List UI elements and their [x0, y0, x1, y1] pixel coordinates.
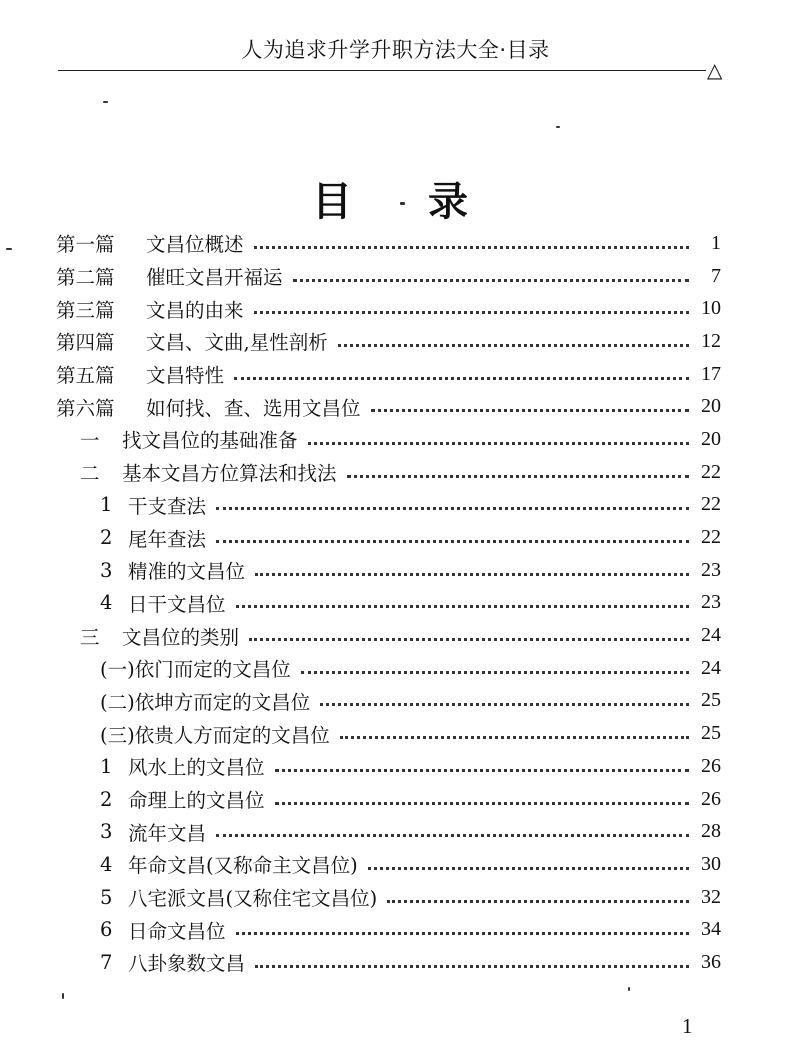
scan-speck [6, 248, 12, 250]
toc-page-number: 26 [701, 787, 721, 810]
toc-entry-label [100, 785, 265, 813]
toc-part-label: 第六篇 [56, 396, 115, 420]
dot-leader [347, 475, 689, 478]
toc-page-number: 24 [701, 656, 721, 679]
toc-entry-title: 八宅派文昌(又称住宅文昌位) [128, 887, 378, 911]
toc-entry [0, 750, 791, 783]
toc-section-number: 3 [100, 558, 113, 582]
toc-entry [0, 913, 791, 946]
toc-entry-label [56, 327, 328, 355]
toc-section-number: 7 [100, 950, 113, 974]
toc-page-number: 36 [701, 950, 721, 973]
toc-page-number: 22 [701, 460, 721, 483]
running-header: 人为追求升学升职方法大全·目录 [241, 38, 550, 62]
toc-entry [0, 358, 791, 391]
toc-section-number: 2 [100, 526, 113, 550]
toc-section-number: 5 [100, 885, 113, 909]
dot-leader [320, 703, 689, 706]
toc-entry [0, 619, 791, 652]
toc-entry-label [56, 295, 244, 323]
toc-entry [0, 390, 791, 423]
dot-leader [216, 834, 689, 837]
toc-entry-label [100, 524, 206, 552]
toc-section-number: 6 [100, 918, 113, 942]
dot-leader [308, 442, 689, 445]
dot-leader [216, 507, 689, 510]
dot-leader [338, 344, 689, 347]
toc-entry-label [80, 622, 239, 650]
scan-speck [628, 987, 630, 991]
toc-entry-label [80, 425, 298, 453]
toc-entry-label [100, 589, 226, 617]
toc-entry [0, 946, 791, 979]
toc-part-label: 第四篇 [56, 331, 115, 355]
scan-speck [103, 101, 108, 103]
toc-entry [0, 456, 791, 489]
toc-entry [0, 521, 791, 554]
toc-entry-label [100, 850, 358, 878]
toc-page-number: 7 [711, 264, 721, 287]
toc-entry-title: 日命文昌位 [128, 919, 226, 943]
toc-entry-label [56, 393, 361, 421]
toc-page-number: 25 [701, 722, 721, 745]
dot-leader [236, 932, 689, 935]
toc-entry-title: (三)依贵人方而定的文昌位 [100, 723, 330, 747]
toc-entry-label [100, 556, 245, 584]
dot-leader [368, 867, 689, 870]
toc-page-number: 25 [701, 689, 721, 712]
toc-section-number: 2 [100, 787, 113, 811]
toc-page-number: 20 [701, 395, 721, 418]
toc-page-number: 32 [701, 885, 721, 908]
toc-entry [0, 652, 791, 685]
toc-entry-title: (一)依门而定的文昌位 [100, 658, 291, 682]
toc-entry-label [100, 948, 245, 976]
toc-part-label: 第二篇 [56, 266, 115, 290]
toc-entry-title: 日干文昌位 [128, 592, 226, 616]
dot-leader [340, 736, 689, 739]
toc-entry-title: 文昌特性 [146, 364, 225, 388]
toc-page-number: 22 [701, 526, 721, 549]
toc-list [0, 227, 791, 979]
toc-section-number: 1 [100, 754, 113, 778]
dot-leader [293, 279, 689, 282]
toc-entry [0, 881, 791, 914]
toc-title-char: 录 [428, 179, 468, 225]
toc-entry-title: 文昌的由来 [146, 298, 244, 322]
toc-page-number: 23 [701, 591, 721, 614]
toc-entry-title: 风水上的文昌位 [128, 756, 265, 780]
toc-page-number: 24 [701, 624, 721, 647]
toc-entry-title: 文昌、文曲,星性剖析 [146, 331, 328, 355]
toc-entry-title: 精准的文昌位 [128, 560, 246, 584]
toc-entry-label [100, 687, 310, 715]
toc-page-number: 30 [701, 852, 721, 875]
toc-page-number: 20 [701, 427, 721, 450]
toc-entry-title: 催旺文昌开福运 [146, 266, 283, 290]
toc-entry [0, 489, 791, 522]
toc-entry-label [56, 262, 283, 290]
toc-page-number: 23 [701, 558, 721, 581]
toc-entry [0, 292, 791, 325]
scan-speck [556, 126, 560, 128]
toc-entry-label [56, 360, 224, 388]
triangle-icon: △ [707, 58, 723, 82]
toc-entry-label [100, 720, 330, 748]
scan-speck [400, 202, 405, 205]
toc-entry [0, 260, 791, 293]
toc-entry-label [100, 752, 265, 780]
toc-entry-title: 基本文昌方位算法和找法 [122, 462, 337, 486]
toc-title-char: 目 [312, 179, 352, 225]
toc-section-number: 4 [100, 852, 113, 876]
dot-leader [254, 311, 689, 314]
toc-entry [0, 848, 791, 881]
toc-entry-label [100, 818, 206, 846]
dot-leader [371, 409, 689, 412]
toc-entry [0, 815, 791, 848]
toc-page-number: 28 [701, 820, 721, 843]
dot-leader [275, 769, 689, 772]
toc-entry-label [100, 916, 226, 944]
toc-entry-title: 流年文昌 [128, 821, 207, 845]
scan-speck [62, 993, 64, 999]
header-rule [58, 70, 706, 71]
toc-part-label: 第一篇 [56, 233, 115, 257]
toc-entry-label [100, 883, 377, 911]
toc-entry-title: 文昌位的类别 [122, 625, 240, 649]
toc-entry-title: 命理上的文昌位 [128, 789, 265, 813]
dot-leader [387, 900, 689, 903]
toc-entry [0, 423, 791, 456]
dot-leader [254, 246, 689, 249]
toc-entry [0, 685, 791, 718]
toc-section-number: 1 [100, 493, 113, 517]
toc-entry-title: 找文昌位的基础准备 [122, 429, 298, 453]
toc-page-number: 1 [711, 231, 721, 254]
toc-entry-title: 文昌位概述 [146, 233, 244, 257]
toc-entry-title: 八卦象数文昌 [128, 952, 246, 976]
page-number: 1 [682, 1014, 693, 1038]
dot-leader [236, 605, 689, 608]
toc-entry-title: (二)依坤方而定的文昌位 [100, 690, 311, 714]
toc-entry [0, 587, 791, 620]
toc-page-number: 17 [701, 362, 721, 385]
toc-entry-label [100, 654, 291, 682]
toc-entry-label [56, 229, 244, 257]
dot-leader [255, 573, 689, 576]
toc-entry [0, 717, 791, 750]
toc-page-number: 26 [701, 754, 721, 777]
dot-leader [275, 802, 689, 805]
toc-section-number: 一 [80, 429, 100, 453]
toc-entry [0, 325, 791, 358]
toc-section-number: 二 [80, 462, 100, 486]
toc-entry-title: 尾年查法 [128, 527, 207, 551]
toc-entry [0, 554, 791, 587]
toc-part-label: 第三篇 [56, 298, 115, 322]
toc-section-number: 3 [100, 820, 113, 844]
toc-page-number: 10 [701, 297, 721, 320]
toc-page-number: 22 [701, 493, 721, 516]
dot-leader [234, 377, 689, 380]
toc-section-number: 三 [80, 625, 100, 649]
toc-part-label: 第五篇 [56, 364, 115, 388]
dot-leader [301, 671, 689, 674]
toc-entry [0, 783, 791, 816]
toc-entry [0, 227, 791, 260]
toc-entry-title: 如何找、查、选用文昌位 [146, 396, 361, 420]
toc-entry-label [100, 491, 206, 519]
dot-leader [216, 540, 689, 543]
toc-page-number: 34 [701, 918, 721, 941]
dot-leader [255, 965, 689, 968]
toc-entry-title: 年命文昌(又称命主文昌位) [128, 854, 358, 878]
toc-entry-title: 干支查法 [128, 494, 207, 518]
toc-section-number: 4 [100, 591, 113, 615]
dot-leader [249, 638, 689, 641]
toc-page-number: 12 [701, 329, 721, 352]
toc-entry-label [80, 458, 337, 486]
